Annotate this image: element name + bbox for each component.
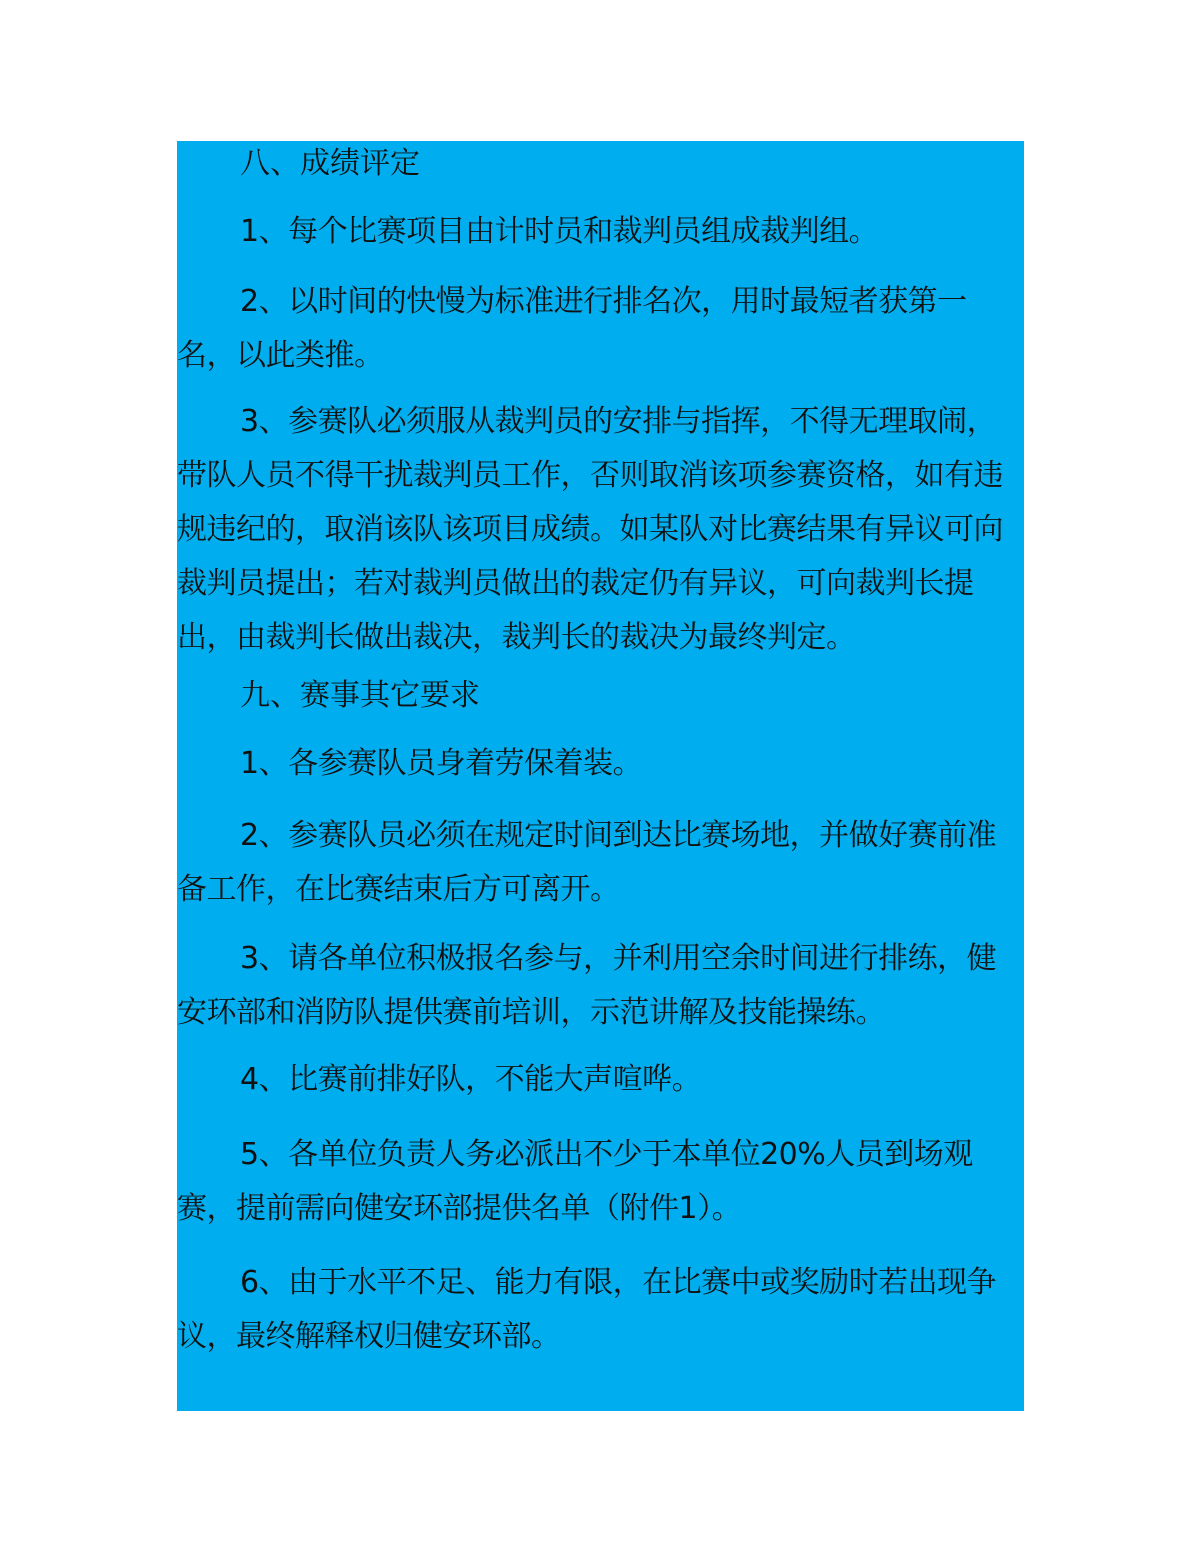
requirement-item-6: 6、由于水平不足、能力有限，在比赛中或奖励时若出现争议，最终解释权归健安环部。 (177, 1265, 997, 1354)
grading-item-3: 3、参赛队必须服从裁判员的安排与指挥，不得无理取闹，带队人员不得干扰裁判员工作，否则取消该项参赛资格，如有违规违纪的，取消该队该项目成绩。如某队对比赛结果有异议可向裁判员提出；若对裁判员做出的裁定仍有异议，可向裁判长提出，由裁判长做出裁决，裁判长的裁决为最终判定。 (177, 404, 1003, 655)
highlighted-text-block (177, 141, 1024, 1411)
requirement-item-2: 2、参赛队员必须在规定时间到达比赛场地，并做好赛前准备工作，在比赛结束后方可离开。 (177, 818, 997, 907)
grading-item-1: 1、每个比赛项目由计时员和裁判员组成裁判组。 (240, 214, 879, 249)
grading-item-2: 2、以时间的快慢为标准进行排名次，用时最短者获第一名，以此类推。 (177, 284, 967, 373)
section-heading-other-requirements: 九、赛事其它要求 (240, 678, 480, 713)
requirement-item-3: 3、请各单位积极报名参与，并利用空余时间进行排练，健安环部和消防队提供赛前培训，示范讲解及技能操练。 (177, 941, 997, 1030)
requirement-item-5: 5、各单位负责人务必派出不少于本单位20%人员到场观赛，提前需向健安环部提供名单（附件1）。 (177, 1137, 973, 1226)
section-heading-grading: 八、成绩评定 (240, 146, 420, 181)
requirement-item-4: 4、比赛前排好队，不能大声喧哗。 (240, 1062, 702, 1097)
requirement-item-1: 1、各参赛队员身着劳保着装。 (240, 746, 643, 781)
